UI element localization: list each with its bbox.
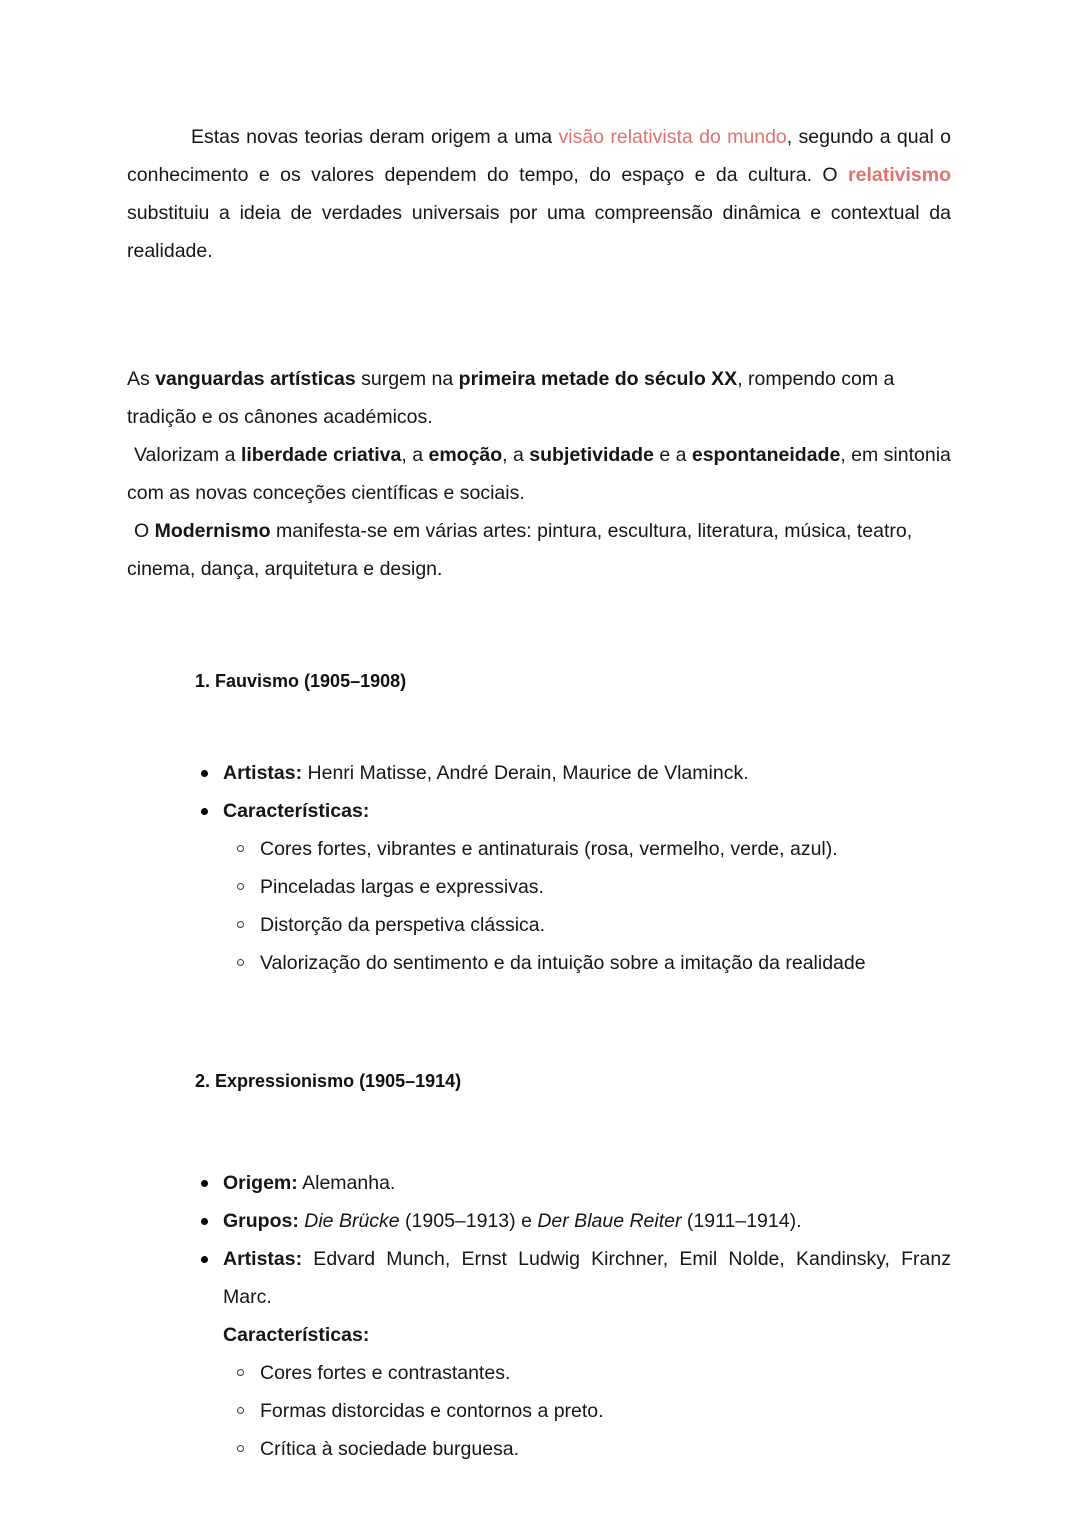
bullet-disc-icon bbox=[201, 1256, 208, 1263]
bullet-label: Grupos: bbox=[223, 1210, 299, 1232]
spacer bbox=[127, 588, 951, 666]
bullet-circle-icon bbox=[237, 1407, 244, 1414]
sub-bullet-text: Cores fortes, vibrantes e antinaturais (rosa, vermelho, verde, azul). bbox=[260, 838, 838, 860]
paragraph-4-segment-2: manifesta-se em várias artes: pintura, escultura, literatura, música, teatro, cinema, dança, arquitetura e design. bbox=[127, 520, 913, 580]
list-item bbox=[232, 1430, 951, 1468]
paragraph-4-segment-1: O bbox=[134, 520, 155, 542]
paragraph-3-segment-1: Valorizam a bbox=[134, 444, 241, 466]
paragraph-3-segment-4: e a bbox=[653, 444, 692, 466]
paragraph-valorizam bbox=[127, 436, 951, 512]
bullet-label: Características: bbox=[223, 1324, 370, 1346]
bullet-label: Características: bbox=[223, 800, 370, 822]
sub-bullet-text: Valorização do sentimento e da intuição sobre a imitação da realidade bbox=[260, 952, 866, 974]
bullet-circle-icon bbox=[237, 845, 244, 852]
term-primeira-metade-seculo-xx: primeira metade do século XX bbox=[458, 368, 738, 390]
fauvismo-subbullet-list bbox=[127, 830, 951, 982]
group-name-die-brucke: Die Brücke bbox=[304, 1210, 400, 1232]
bullet-circle-icon bbox=[237, 921, 244, 928]
section-heading-expressionismo: 2. Expressionismo (1905–1914) bbox=[195, 1071, 462, 1091]
sub-bullet-text: Formas distorcidas e contornos a preto. bbox=[260, 1400, 604, 1422]
list-item bbox=[232, 1392, 951, 1430]
sub-bullet-text: Distorção da perspetiva clássica. bbox=[260, 914, 546, 936]
expressionismo-subbullet-list bbox=[127, 1354, 951, 1468]
list-item bbox=[195, 1202, 951, 1240]
paragraph-1-segment-1: Estas novas teorias deram origem a uma bbox=[191, 126, 559, 148]
bullet-disc-icon bbox=[201, 770, 208, 777]
expressionismo-bullet-list bbox=[127, 1164, 951, 1354]
spacer bbox=[127, 982, 951, 1066]
bullet-circle-icon bbox=[237, 883, 244, 890]
bullet-circle-icon bbox=[237, 959, 244, 966]
paragraph-2-segment-2: surgem na bbox=[355, 368, 459, 390]
spacer bbox=[127, 270, 951, 360]
list-item bbox=[232, 1354, 951, 1392]
paragraph-1-segment-2: , segundo a qual o conhecimento e os valores dependem do tempo, do espaço e da cultura. O bbox=[127, 126, 952, 186]
list-item bbox=[232, 944, 951, 982]
list-item bbox=[195, 1164, 951, 1202]
list-item bbox=[195, 754, 951, 792]
list-item bbox=[195, 1316, 951, 1354]
paragraph-2-segment-3: , rompendo com a tradição e os cânones académicos. bbox=[127, 368, 895, 428]
term-vanguardas-artisticas: vanguardas artísticas bbox=[155, 368, 356, 390]
bullet-text: Alemanha. bbox=[297, 1172, 396, 1194]
term-subjetividade: subjetividade bbox=[529, 444, 654, 466]
bullet-label: Artistas: bbox=[223, 762, 303, 784]
paragraph-3-segment-5: , em sintonia com as novas conceções científicas e sociais. bbox=[127, 444, 951, 504]
bullet-disc-icon bbox=[201, 808, 208, 815]
accent-relativismo: relativismo bbox=[848, 164, 951, 186]
list-item bbox=[232, 868, 951, 906]
accent-visao-relativista: visão relativista do mundo bbox=[558, 126, 787, 148]
bullet-text: Edvard Munch, Ernst Ludwig Kirchner, Emil Nolde, Kandinsky, Franz Marc. bbox=[223, 1248, 951, 1308]
paragraph-relativismo bbox=[127, 118, 951, 270]
bullet-label: Artistas: bbox=[223, 1248, 303, 1270]
group-name-der-blaue-reiter: Der Blaue Reiter bbox=[537, 1210, 682, 1232]
bullet-text-end: (1911–1914). bbox=[681, 1210, 802, 1232]
paragraph-2-segment-1: As bbox=[127, 368, 156, 390]
paragraph-vanguardas bbox=[127, 360, 951, 436]
term-espontaneidade: espontaneidade bbox=[691, 444, 841, 466]
bullet-circle-icon bbox=[237, 1445, 244, 1452]
bullet-text-mid: (1905–1913) e bbox=[399, 1210, 538, 1232]
spacer bbox=[127, 696, 951, 754]
section-heading-fauvismo: 1. Fauvismo (1905–1908) bbox=[195, 671, 407, 691]
term-modernismo: Modernismo bbox=[154, 520, 271, 542]
term-emocao: emoção bbox=[428, 444, 503, 466]
paragraph-modernismo bbox=[127, 512, 951, 588]
bullet-text: Henri Matisse, André Derain, Maurice de Vlaminck. bbox=[302, 762, 749, 784]
list-item bbox=[195, 792, 951, 830]
list-item bbox=[232, 830, 951, 868]
sub-bullet-text: Crítica à sociedade burguesa. bbox=[260, 1438, 520, 1460]
list-item bbox=[232, 906, 951, 944]
bullet-label: Origem: bbox=[223, 1172, 298, 1194]
spacer bbox=[127, 1096, 951, 1164]
sub-bullet-text: Pinceladas largas e expressivas. bbox=[260, 876, 544, 898]
document-body bbox=[127, 118, 951, 1468]
paragraph-3-segment-2: , a bbox=[401, 444, 429, 466]
bullet-disc-icon bbox=[201, 1180, 208, 1187]
paragraph-3-segment-3: , a bbox=[502, 444, 530, 466]
fauvismo-bullet-list bbox=[127, 754, 951, 830]
bullet-disc-icon bbox=[201, 1218, 208, 1225]
paragraph-1-segment-3: substituiu a ideia de verdades universais por uma compreensão dinâmica e contextual da realidade. bbox=[127, 202, 951, 262]
list-item bbox=[195, 1240, 951, 1316]
term-liberdade-criativa: liberdade criativa bbox=[240, 444, 402, 466]
bullet-circle-icon bbox=[237, 1369, 244, 1376]
sub-bullet-text: Cores fortes e contrastantes. bbox=[260, 1362, 511, 1384]
